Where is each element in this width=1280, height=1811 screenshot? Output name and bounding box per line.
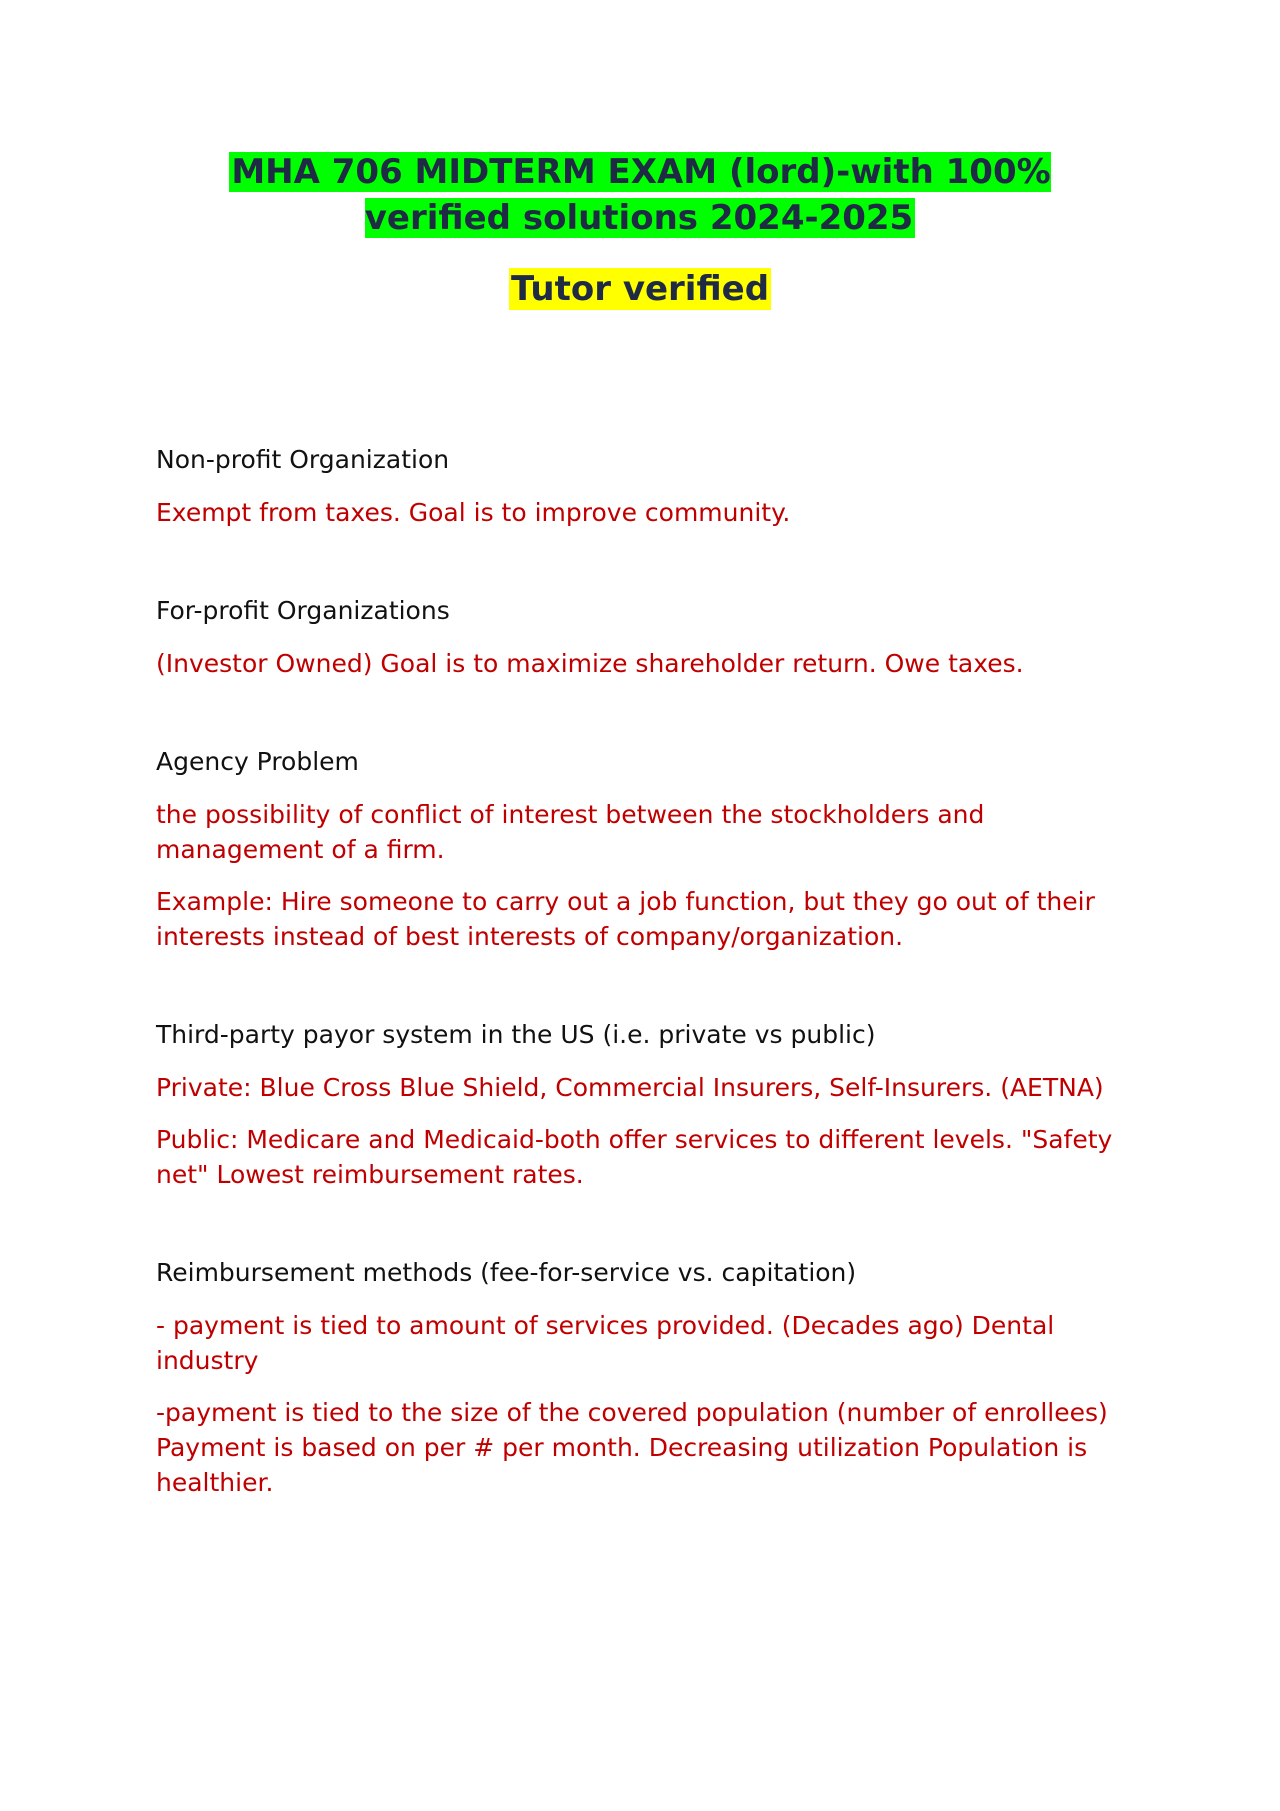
- qa-answer: -payment is tied to the size of the covered population (number of enrollees) Payment is based on per # per month. Decreasing utilization Population is healthier.: [156, 1398, 1108, 1497]
- document-subtitle: Tutor verified: [510, 269, 770, 309]
- qa-item: [156, 442, 1146, 530]
- qa-answer: Exempt from taxes. Goal is to improve community.: [156, 498, 791, 527]
- qa-term: Non-profit Organization: [156, 445, 450, 474]
- qa-item: [156, 1017, 1146, 1192]
- subtitle-block: [0, 268, 1280, 310]
- qa-answer: - payment is tied to amount of services provided. (Decades ago) Dental industry: [156, 1311, 1055, 1375]
- qa-term: For-profit Organizations: [156, 596, 450, 625]
- qa-answer: Example: Hire someone to carry out a job function, but they go out of their interests instead of best interests of company/organization.: [156, 887, 1095, 951]
- document-title: MHA 706 MIDTERM EXAM (lord)-with 100% verified solutions 2024-2025: [231, 152, 1051, 238]
- qa-item: [156, 744, 1146, 954]
- qa-term: Reimbursement methods (fee-for-service vs. capitation): [156, 1258, 857, 1287]
- qa-answer: Public: Medicare and Medicaid-both offer services to different levels. "Safety net" Lowest reimbursement rates.: [156, 1125, 1113, 1189]
- qa-answer: Private: Blue Cross Blue Shield, Commercial Insurers, Self-Insurers. (AETNA): [156, 1073, 1104, 1102]
- qa-answer: (Investor Owned) Goal is to maximize shareholder return. Owe taxes.: [156, 649, 1024, 678]
- qa-term: Agency Problem: [156, 747, 359, 776]
- title-block: [0, 152, 1280, 244]
- qa-list: [156, 442, 1146, 1563]
- qa-item: [156, 593, 1146, 681]
- qa-item: [156, 1255, 1146, 1500]
- qa-term: Third-party payor system in the US (i.e. private vs public): [156, 1020, 876, 1049]
- qa-answer: the possibility of conflict of interest between the stockholders and management of a firm.: [156, 800, 985, 864]
